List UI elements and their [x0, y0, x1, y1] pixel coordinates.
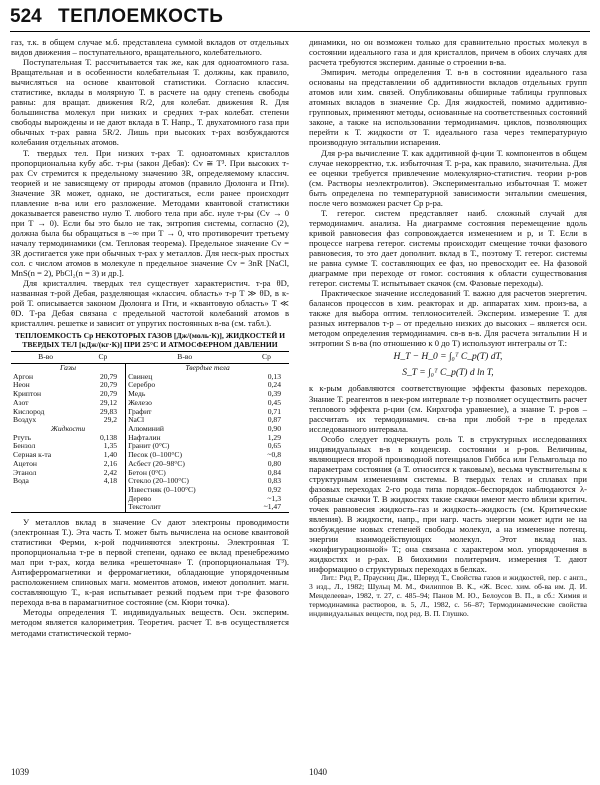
- formula-entropy: S_T = ∫₀ᵀ C_p(T) d ln T,: [402, 368, 494, 379]
- header-rule: [10, 31, 590, 32]
- cp-value: 0,84: [267, 467, 281, 477]
- substance-name: Известняк (0–100°C): [126, 486, 244, 495]
- cp-value: 0,39: [267, 389, 281, 399]
- table-row: [11, 381, 289, 390]
- literature-references: Лит.: Рид Р., Праусниц Дж., Шервуд Т., Свойства газов и жидкостей, пер. с англ., 3 изд., Л., 1982; Шульц М. М., Филиппов В. К., «Ж. Всес. хим. об-ва им. Д. И. Менделеева», 1982, т. 27, с. 485–94; Панов М. Ю., Белоусов В. П., в сб.: Химия и термодинамика растворов, в. 5, Л., 1982, с. 56–87; Термодинамические свойства индивидуальных веществ, под ред. В. П. Глушко.: [309, 573, 587, 618]
- substance-name: Этанол: [13, 467, 37, 477]
- cp-value: 2,16: [103, 458, 118, 468]
- column-header: Cp: [244, 352, 289, 364]
- cp-value: 29,12: [99, 397, 118, 407]
- table-cell: [11, 495, 80, 504]
- cp-value: ~0,8: [267, 450, 281, 460]
- column-header: В-во: [11, 352, 80, 364]
- cp-value: 0,90: [267, 423, 281, 433]
- substance-name: Бетон (0°C): [126, 469, 244, 478]
- substance-name: Вода: [13, 476, 29, 486]
- left-column: [11, 37, 289, 638]
- footer-page-left: 1039: [11, 767, 29, 777]
- substance-name: Неон: [13, 380, 30, 390]
- formula-enthalpy: H_T − H_0 = ∫₀ᵀ C_p(T) dT,: [393, 352, 503, 363]
- substance-name: Железо: [126, 399, 244, 408]
- substance-name: Текстолит: [126, 503, 244, 512]
- cp-value: 0,45: [267, 397, 281, 407]
- table-cell: [80, 495, 125, 504]
- substance-name: Азот: [13, 397, 29, 407]
- substance-name: Песок (0–100°C): [126, 451, 244, 460]
- table-cell: [11, 503, 80, 512]
- substance-name: Серная к-та: [13, 450, 52, 460]
- substance-name: Графит: [126, 408, 244, 417]
- cp-value: 20,79: [99, 389, 118, 399]
- cp-value: 4,18: [103, 476, 118, 486]
- substance-name: Асбест (20–98°C): [126, 460, 244, 469]
- substance-name: Дерево: [126, 495, 244, 504]
- cp-value: 2,42: [103, 467, 118, 477]
- paragraph: к к-рым добавляются соответствующие эффекты фазовых переходов. Знание Т. реагентов в нек-ром интервале т-р позволяет осуществить расчет теплового эффекта р-ции (см. Кирхгофа уравнение), а знание Т. р-ров – рассчитать их термодинамич. св-ва при любой т-ре в пределах исследованного интервала.: [309, 383, 587, 434]
- cp-value: 0,92: [267, 484, 281, 494]
- table-cell: [80, 503, 125, 512]
- cp-value: 1,35: [103, 441, 118, 451]
- substance-name: Ртуть: [13, 432, 32, 442]
- paragraph: Практическое значение исследований Т. важно для расчетов энергетич. балансов процессов в хим. реакторах и др. аппаратах хим. произ-ва, а также для выбора оптим. теплоносителей. Эксперим. измерение Т. для разных интервалов т-р – от предельно низких до высоких – является осн. методом определения термодинамич. св-в в-в. Для расчета энтальпии H и энтропии S в-ва (по отношению к 0 до T) используют интегралы от Т.:: [309, 288, 587, 349]
- paragraph: Т. гетерог. систем представляет наиб. сложный случай для термодинамич. анализа. На диаграмме состояния перемещение вдоль кривой равновесия фаз сопровождается изменением и p, и T. Если в процессе нагрева гетерог. системы происходит смещение точки фазового равновесия, то это дает дополнит. вклад в Т., поэтому Т. гетерог. системы не равна сумме Т. составляющих ее фаз, но превосходит ее. На фазовой диаграмме при переходе от гомог. состояния к области существования гетерог. системы Т. испытывает скачок (см. Фазовые переходы).: [309, 207, 587, 289]
- cp-value: ~1,47: [244, 503, 289, 512]
- table-subheader: Твердые тела: [126, 364, 289, 373]
- cp-value: 29,83: [99, 406, 118, 416]
- column-header: В-во: [126, 352, 244, 364]
- table-row: [11, 408, 289, 417]
- table-cell: [11, 486, 80, 495]
- paragraph: Для р-ра вычисление Т. как аддитивной ф-ции Т. компонентов в общем случае некорректно, т.к. избыточная Т. р-ра, как правило, значительна. Для ее оценки требуется привлечение молекулярно-статистич. теории р-ров (см. Растворы неэлектролитов). Экспериментально избыточная Т. может быть определена по температурной зависимости энтальпии смешения, после чего возможен расчет Cp р-ра.: [309, 147, 587, 208]
- heat-capacity-table: [11, 351, 289, 513]
- cp-value: 0,65: [267, 441, 281, 451]
- paragraph: Т. твердых тел. При низких т-рах Т. одноатомных кристаллов пропорциональна кубу абс. т-ры (закон Дебая): Cv ≅ T³. При высоких т-рах Cv стремится к предельному значению 3R, определяемому классич. теорией и не зависящему от природы атомов (правило Дюлонга и Пти). Значение 3R может, однако, не достигаться, если ранее происходит плавление в-ва или его разложение. Методами квантовой статистики доказывается равенство нулю Т. любого тела при абс. нуле т-ры (Cv → 0 при T → 0). Если бы это было не так, энтропия системы, согласно (2), должна была бы обращаться в −∞ при T → 0, что противоречит третьему началу термодинамики (см. Тепловая теорема). Предельное значение Cv = 3R достигается уже при обычных т-рах у металлов. Для неск-рых простых сол. с числом атомов в молекуле n предельное значение Cv = 3nR [NaCl, MnS(n = 2), PbCl₂(n = 3) и др.].: [11, 147, 289, 279]
- paragraph: У металлов вклад в значение Cv дают электроны проводимости (электронная Т.). Эта часть Т. может быть вычислена на основе квантовой статистики Ферми, к-рой подчиняются электроны. Электронная Т. пропорциональна т-ре в первой степени, однако ее вклад пренебрежимо мал при т-рах, когда велика «решеточная» Т. (пропорциональная T³). Антиферромагнетики и ферромагнетики, обладающие упорядоченным расположением спиновых магн. моментов атомов, имеют дополнит. магн. составляющую Т., к-рая испытывает резкий подъем при т-ре фазового перехода в-ва в парамагнитное состояние (см. Кюри точка).: [11, 517, 289, 608]
- table-cell: [80, 486, 125, 495]
- cp-value: ~1,3: [267, 493, 281, 503]
- substance-name: Ацетон: [13, 458, 37, 468]
- page-number: 524: [10, 6, 42, 27]
- cp-value: 0,71: [267, 406, 281, 416]
- table-caption: ТЕПЛОЕМКОСТЬ Cp НЕКОТОРЫХ ГАЗОВ [Дж/(моль·К)], ЖИДКОСТЕЙ И ТВЕРДЫХ ТЕЛ [кДж/(кг·К)] ПРИ 25°C И АТМОСФЕРНОМ ДАВЛЕНИИ: [14, 331, 286, 350]
- substance-name: NaCl: [126, 416, 244, 425]
- cp-value: 0,80: [267, 458, 281, 468]
- cp-value: 0,83: [267, 476, 281, 486]
- substance-name: Воздух: [13, 415, 37, 425]
- cp-value: 20,79: [99, 371, 118, 381]
- substance-name: Свинец: [126, 373, 244, 382]
- substance-name: Бензол: [13, 441, 36, 451]
- substance-name: Гранит (0°C): [126, 442, 244, 451]
- table-subheader: Жидкости: [50, 423, 86, 433]
- substance-name: Алюминий: [126, 425, 244, 434]
- page-title: ТЕПЛОЕМКОСТЬ: [58, 6, 224, 27]
- footer-page-right: 1040: [309, 767, 327, 777]
- cp-value: 0,87: [267, 415, 281, 425]
- table-body: [11, 364, 289, 513]
- substance-name: Медь: [126, 390, 244, 399]
- cp-value: 0,24: [267, 380, 281, 390]
- cp-value: 0,13: [267, 371, 281, 381]
- cp-value: 1,29: [267, 432, 281, 442]
- table-subheader: Газы: [60, 363, 77, 373]
- right-column: [309, 37, 587, 618]
- table-row: [11, 503, 289, 512]
- column-header: Cp: [80, 352, 125, 364]
- paragraph: Методы определения Т. индивидуальных веществ. Осн. эксперим. методом является калориметрия. Теоретич. расчет Т. в-в осуществляется методами статистической термо-: [11, 607, 289, 638]
- cp-value: 20,79: [99, 380, 118, 390]
- substance-name: Серебро: [126, 381, 244, 390]
- cp-value: 0,138: [99, 432, 118, 442]
- paragraph: Эмпирич. методы определения Т. в-в в состоянии идеального газа основаны на представлении об аддитивности вкладов отдельных групп атомов или хим. связей. Опубликованы обширные таблицы групповых атомных вкладов в значение Cp. Для жидкостей, помимо аддитивно-групповых, применяют методы, основанные на соответственных состояний законе, а также на использовании термодинамич. циклов, позволяющих перейти к Т. жидкости от Т. идеального газа через температурную производную энтальпии испарения.: [309, 67, 587, 148]
- substance-name: Аргон: [13, 371, 34, 381]
- substance-name: Криптон: [13, 389, 42, 399]
- paragraph: Для кристаллич. твердых тел существует характеристич. т-ра θD, названная т-рой Дебая, разделяющая «классич. область» т-р T ≫ θD, в к-рой Т. описывается законом Дюлонга и Пти, и «квантовую область» T ≪ θD. Т-ра Дебая связана с предельной частотой колебаний атомов в кристаллич. решетке и зависит от упругих постоянных в-ва (см. табл.).: [11, 278, 289, 329]
- cp-value: 1,40: [103, 450, 118, 460]
- cp-value: 29,2: [103, 415, 118, 425]
- substance-name: Нафталин: [126, 434, 244, 443]
- paragraph: Особо следует подчеркнуть роль Т. в структурных исследованиях индивидуальных в-в в конденсир. состоянии и р-ров. Величины, являющиеся второй производной потенциалов Гиббса или Гельмгольца по параметрам состояния (а Т. относится к таковым), весьма чувствительны к структурным изменениям системы. В твердых телах и сплавах при фазовых переходах 2-го рода типа порядок–беспорядок наблюдаются λ-образные скачки Т. В жидкостях такие скачки имеют место вблизи критич. точек равновесия жидкость–газ и жидкость–жидкость (см. Критические явления). В жидкости, напр., при нагр. часть энергии может идти не на возбуждение новых степеней свободы молекул, а на изменение потенц. энергии взаимодействующих молекул. Этот вклад наз. «конфигурационной» Т.; она связана с характером мол. упорядочения в жидкостях и р-рах. В биохимии политермич. измерения Т. дают информацию о структурных переходах в белках.: [309, 433, 587, 575]
- substance-name: Кислород: [13, 406, 45, 416]
- paragraph: Поступательная Т. рассчитывается так же, как для одноатомного газа. Вращательная и в особенности колебательная Т. должны, как правило, вычисляться на основе квантовой статистики. Согласно классич. статистике, вклады в молярную Т. в расчете на одну степень свободы равны: для вращат. движения R/2, для колебат. движения R. Для большинства молекул при низких и средних т-рах колебат. степени свободы вырождены и не дают вклада в T. Напр., Т. двухатомного газа при обычных т-рах равна 5R/2. Лишь при высоких т-рах возбуждаются колебания отдельных атомов.: [11, 57, 289, 148]
- paragraph: динамики, но он возможен только для сравнительно простых молекул в состоянии идеального газа и для кристаллов, причем в обоих случаях для расчета требуются эксперим. данные о строении в-ва.: [309, 37, 587, 68]
- running-header: [10, 6, 590, 34]
- substance-name: Стекло (20–100°C): [126, 477, 244, 486]
- paragraph: газ, т.к. в общем случае м.б. представлена суммой вкладов от отдельных видов движения – поступательного, вращательного, колебательного.: [11, 37, 289, 58]
